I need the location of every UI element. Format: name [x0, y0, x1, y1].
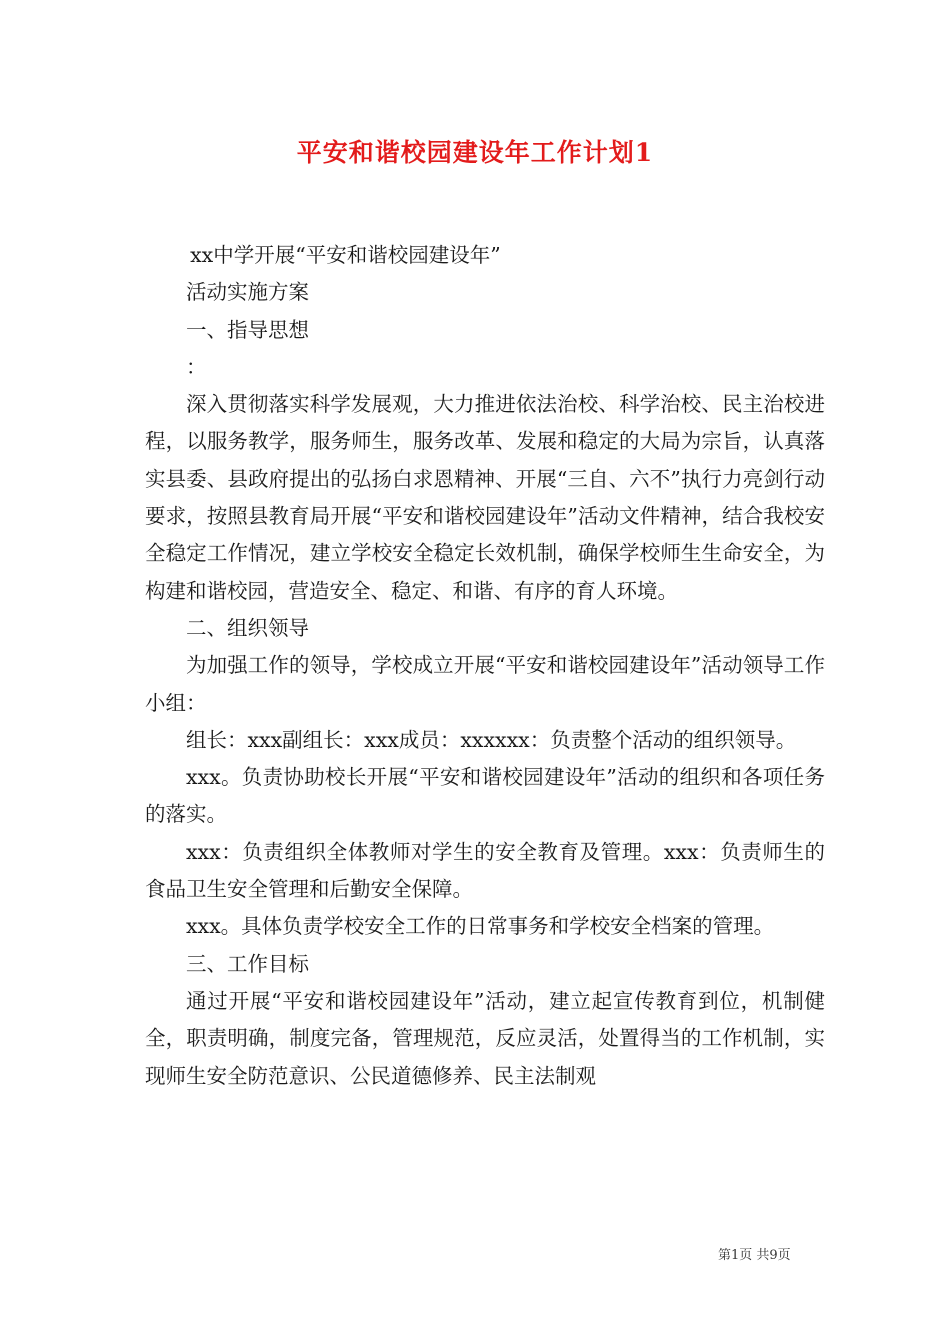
- section-heading-guiding-ideology: 一、指导思想: [186, 317, 309, 342]
- paragraph-duty-assist: xxx。负责协助校长开展“平安和谐校园建设年”活动的组织和各项任务的落实。: [145, 765, 825, 827]
- section-heading-goals: 三、工作目标: [186, 951, 309, 976]
- paragraph-colon: ：: [186, 354, 207, 379]
- paragraph-heading-plan: 活动实施方案: [186, 280, 309, 305]
- paragraph-heading-school: xx中学开展“平安和谐校园建设年”: [190, 243, 501, 267]
- paragraph-leadership-members: 组长：xxx副组长：xxx成员：xxxxxx：负责整个活动的组织领导。: [186, 727, 797, 752]
- paragraph-duty-daily: xxx。具体负责学校安全工作的日常事务和学校安全档案的管理。: [186, 914, 775, 939]
- document-body: [145, 237, 825, 1095]
- section-heading-leadership: 二、组织领导: [186, 615, 309, 640]
- paragraph-goals: 通过开展“平安和谐校园建设年”活动，建立起宣传教育到位，机制健全，职责明确，制度完备，管理规范，反应灵活，处置得当的工作机制，实现师生安全防范意识、公民道德修养、民主法制观: [145, 988, 825, 1088]
- paragraph-leadership-intro: 为加强工作的领导，学校成立开展“平安和谐校园建设年”活动领导工作小组：: [145, 653, 825, 715]
- paragraph-duty-education: xxx：负责组织全体教师对学生的安全教育及管理。xxx：负责师生的食品卫生安全管理和后勤安全保障。: [145, 839, 825, 902]
- document-title: 平安和谐校园建设年工作计划1: [296, 138, 654, 167]
- page-number: 第1页 共9页: [718, 1248, 791, 1263]
- paragraph-guiding-ideology: 深入贯彻落实科学发展观，大力推进依法治校、科学治校、民主治校进程，以服务教学，服务师生，服务改革、发展和稳定的大局为宗旨，认真落实县委、县政府提出的弘扬白求恩精神、开展“三自、六不”执行力亮剑行动要求，按照县教育局开展“平安和谐校园建设年”活动文件精神，结合我校安全稳定工作情况，建立学校安全稳定长效机制，确保学校师生生命安全，为构建和谐校园，营造安全、稳定、和谐、有序的育人环境。: [145, 392, 825, 603]
